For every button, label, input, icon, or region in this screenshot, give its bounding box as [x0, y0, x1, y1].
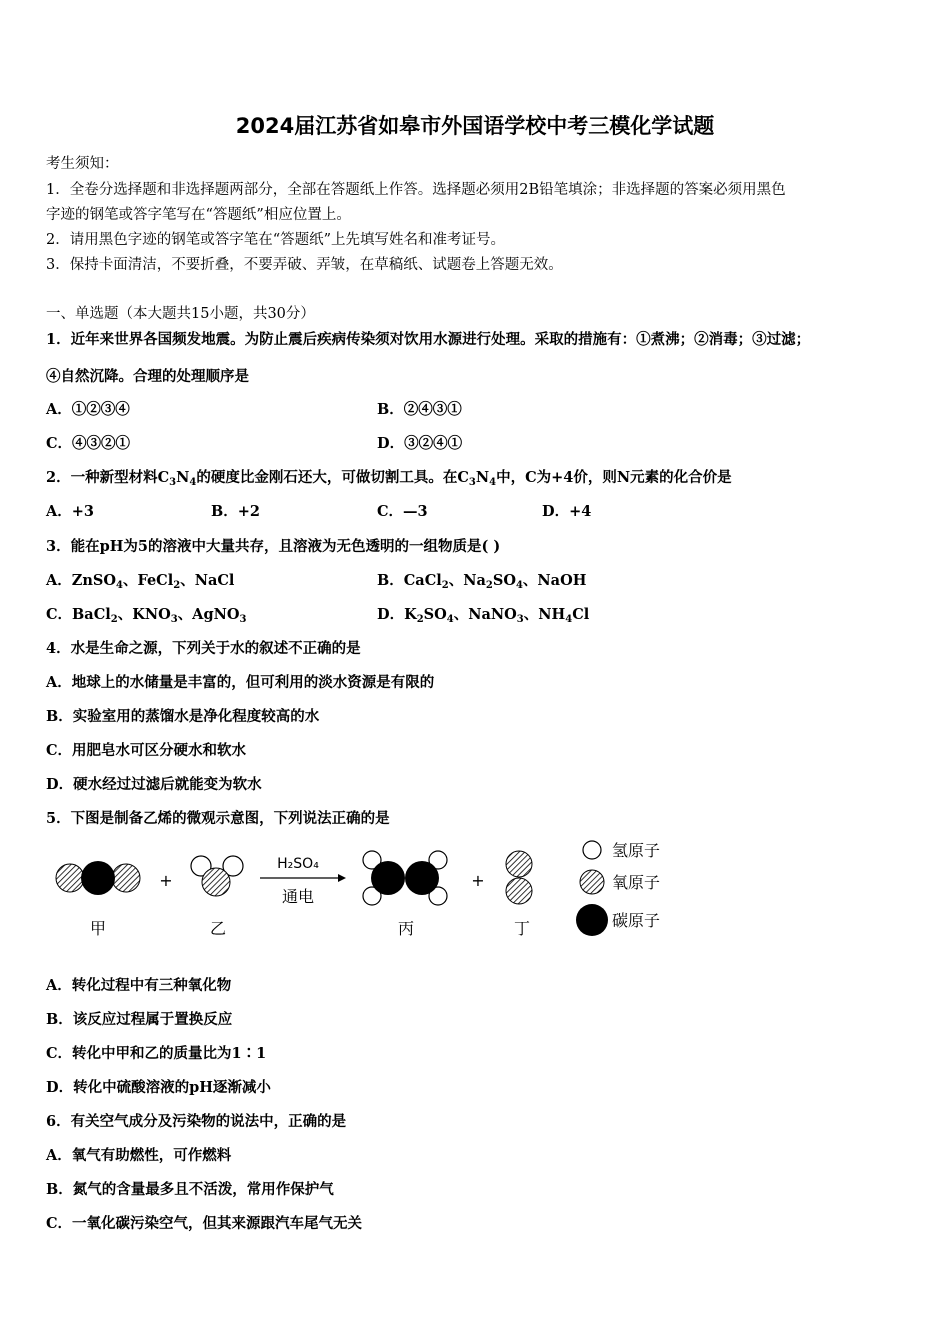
q1-stem-cont: ④自然沉降。合理的处理顺序是	[46, 368, 249, 385]
section-heading: 一、单选题（本大题共15小题，共30分）	[46, 306, 315, 322]
q4-option-d[interactable]: D．硬水经过过滤后就能变为软水	[46, 776, 262, 793]
q4-option-c[interactable]: C．用肥皂水可区分硬水和软水	[46, 742, 247, 759]
reaction-diagram	[46, 838, 686, 948]
q2-option-c[interactable]: C．—3	[377, 503, 428, 520]
legend-hydrogen-icon	[583, 841, 601, 859]
q3-option-b[interactable]: B．CaCl$_2$、$Na_2SO_4$、NaOH	[377, 572, 587, 591]
legend-hydrogen: 氢原子	[612, 841, 661, 860]
q1-option-b[interactable]: B．②④③①	[377, 401, 462, 418]
q1-option-d[interactable]: D．③②④①	[377, 435, 463, 452]
q3-option-c[interactable]: C．BaCl$_2$、$KNO_3$、AgNO$_3$	[46, 606, 247, 625]
q5-option-d[interactable]: D．转化中硫酸溶液的pH逐渐减小	[46, 1079, 271, 1096]
q3-option-d[interactable]: D．$K_2SO_4$、NaNO$_3$、$NH_4Cl$	[377, 606, 590, 625]
condition-h2so4: H₂SO₄	[277, 856, 319, 872]
q5-option-b[interactable]: B．该反应过程属于置换反应	[46, 1011, 233, 1028]
molecule-bing	[363, 851, 447, 905]
legend-oxygen-icon	[580, 870, 604, 894]
q5-option-a[interactable]: A．转化过程中有三种氧化物	[46, 977, 232, 994]
label-ding: 丁	[513, 919, 531, 938]
q2-stem: 2．一种新型材料$C_3N_4$的硬度比金刚石还大，可做切割工具。在$C_3N_4$中，C为+4价，则N元素的化合价是	[46, 469, 732, 488]
legend-oxygen: 氧原子	[612, 873, 661, 892]
q1-option-c[interactable]: C．④③②①	[46, 435, 131, 452]
label-jia: 甲	[89, 919, 107, 938]
plus-sign-1: +	[159, 871, 173, 890]
q4-stem: 4．水是生命之源，下列关于水的叙述不正确的是	[46, 640, 361, 657]
notice-item-2: 2．请用黑色字迹的钢笔或答字笔在“答题纸”上先填写姓名和准考证号。	[46, 232, 506, 248]
q3-option-a[interactable]: A．ZnSO$_4$、FeCl$_2$、NaCl	[46, 572, 235, 591]
q6-stem: 6．有关空气成分及污染物的说法中，正确的是	[46, 1113, 347, 1130]
notice-item-3: 3．保持卡面清洁，不要折叠，不要弄破、弄皱，在草稿纸、试题卷上答题无效。	[46, 257, 563, 273]
condition-electrolysis: 通电	[281, 887, 315, 906]
molecule-yi	[191, 856, 243, 896]
q6-option-a[interactable]: A．氧气有助燃性，可作燃料	[46, 1147, 232, 1164]
q6-option-c[interactable]: C．一氧化碳污染空气，但其来源跟汽车尾气无关	[46, 1215, 363, 1232]
label-bing: 丙	[397, 919, 415, 938]
q3-stem: 3．能在pH为5的溶液中大量共存，且溶液为无色透明的一组物质是( )	[46, 538, 501, 555]
legend	[576, 841, 660, 936]
molecule-ding	[506, 851, 532, 904]
q2-option-a[interactable]: A．+3	[46, 503, 94, 520]
legend-carbon-icon	[576, 904, 608, 936]
q5-stem: 5．下图是制备乙烯的微观示意图，下列说法正确的是	[46, 810, 390, 827]
page-title: 2024届江苏省如皋市外国语学校中考三模化学试题	[235, 114, 715, 138]
molecule-jia	[56, 861, 140, 895]
q1-option-a[interactable]: A．①②③④	[46, 401, 130, 418]
legend-carbon: 碳原子	[612, 911, 661, 930]
q1-stem: 1．近年来世界各国频发地震。为防止震后疾病传染须对饮用水源进行处理。采取的措施有：①煮沸；②消毒；③过滤；	[46, 331, 811, 348]
notice-heading: 考生须知：	[46, 156, 119, 172]
plus-sign-2: +	[471, 871, 485, 890]
q2-option-d[interactable]: D．+4	[542, 503, 592, 520]
q4-option-b[interactable]: B．实验室用的蒸馏水是净化程度较高的水	[46, 708, 320, 725]
notice-item-1-cont: 字迹的钢笔或答字笔写在“答题纸”相应位置上。	[46, 207, 351, 223]
q5-option-c[interactable]: C．转化中甲和乙的质量比为1∶1	[46, 1045, 267, 1062]
notice-item-1: 1．全卷分选择题和非选择题两部分，全部在答题纸上作答。选择题必须用2B铅笔填涂；非选择题的答案必须用黑色	[46, 182, 786, 198]
label-yi: 乙	[209, 919, 227, 938]
q2-option-b[interactable]: B．+2	[211, 503, 260, 520]
q4-option-a[interactable]: A．地球上的水储量是丰富的，但可利用的淡水资源是有限的	[46, 674, 435, 691]
q6-option-b[interactable]: B．氮气的含量最多且不活泼，常用作保护气	[46, 1181, 334, 1198]
